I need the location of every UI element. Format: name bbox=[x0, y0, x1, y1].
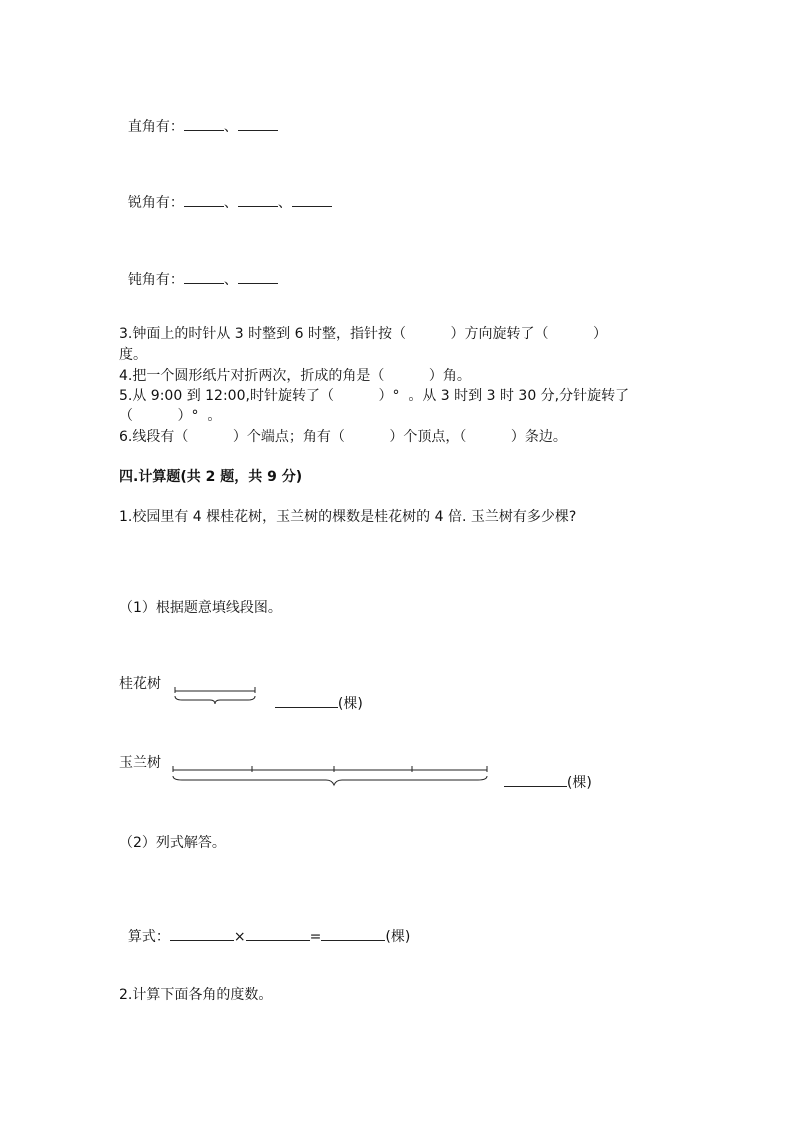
question-3-line-1: 3.钟面上的时针从 3 时整到 6 时整，指针按（ ）方向旋转了（ ） bbox=[119, 326, 607, 342]
question-6: 6.线段有（ ）个端点；角有（ ）个顶点，（ ）条边。 bbox=[119, 429, 567, 445]
right-angle-blank-1[interactable] bbox=[184, 116, 224, 131]
step-2-instruction: （2）列式解答。 bbox=[119, 835, 226, 851]
question-5-line-1: 5.从 9:00 到 12:00,时针旋转了（ ）° 。从 3 时到 3 时 30 分,分针旋转了 bbox=[119, 388, 630, 404]
calc-question-2: 2.计算下面各角的度数。 bbox=[119, 987, 273, 1003]
separator: 、 bbox=[223, 119, 238, 135]
acute-angle-blank-2[interactable] bbox=[238, 192, 278, 207]
question-4: 4.把一个圆形纸片对折两次，折成的角是（ ）角。 bbox=[119, 368, 471, 384]
step-1-instruction: （1）根据题意填线段图。 bbox=[119, 600, 282, 616]
separator: 、 bbox=[277, 195, 292, 211]
osmanthus-segment-diagram bbox=[170, 680, 260, 706]
separator: 、 bbox=[223, 195, 238, 211]
unit-label: (棵) bbox=[337, 696, 363, 712]
acute-angle-label: 锐角有： bbox=[127, 195, 184, 211]
right-angle-line bbox=[119, 98, 278, 136]
magnolia-answer-line bbox=[495, 754, 592, 792]
formula-blank-2[interactable] bbox=[246, 926, 310, 941]
calc-question-1: 1.校园里有 4 棵桂花树，玉兰树的棵数是桂花树的 4 倍. 玉兰树有多少棵? bbox=[119, 509, 577, 525]
magnolia-count-blank[interactable] bbox=[504, 772, 567, 787]
acute-angle-blank-3[interactable] bbox=[292, 192, 332, 207]
section-4-heading: 四.计算题(共 2 题，共 9 分) bbox=[119, 469, 303, 485]
obtuse-angle-blank-2[interactable] bbox=[238, 269, 278, 284]
brace-icon bbox=[173, 776, 487, 785]
separator: 、 bbox=[223, 272, 238, 288]
question-5-line-2: （ ）° 。 bbox=[119, 408, 222, 424]
obtuse-angle-blank-1[interactable] bbox=[184, 269, 224, 284]
osmanthus-label: 桂花树 bbox=[119, 676, 161, 692]
obtuse-angle-label: 钝角有： bbox=[127, 272, 184, 288]
osmanthus-answer-line bbox=[266, 675, 363, 713]
obtuse-angle-line bbox=[119, 251, 278, 289]
magnolia-label: 玉兰树 bbox=[119, 755, 161, 771]
formula-label: 算式： bbox=[127, 929, 170, 945]
formula-line bbox=[119, 908, 410, 946]
brace-icon bbox=[175, 696, 255, 704]
acute-angle-line bbox=[119, 174, 332, 212]
unit-label: (棵) bbox=[566, 775, 592, 791]
right-angle-label: 直角有： bbox=[127, 119, 184, 135]
equals-symbol: = bbox=[309, 929, 322, 945]
formula-blank-1[interactable] bbox=[170, 926, 234, 941]
formula-blank-3[interactable] bbox=[321, 926, 385, 941]
magnolia-segment-diagram bbox=[168, 758, 492, 788]
right-angle-blank-2[interactable] bbox=[238, 116, 278, 131]
unit-label: (棵) bbox=[385, 929, 411, 945]
acute-angle-blank-1[interactable] bbox=[184, 192, 224, 207]
question-3-line-2: 度。 bbox=[119, 347, 147, 363]
times-symbol: × bbox=[233, 929, 246, 945]
osmanthus-count-blank[interactable] bbox=[275, 693, 338, 708]
